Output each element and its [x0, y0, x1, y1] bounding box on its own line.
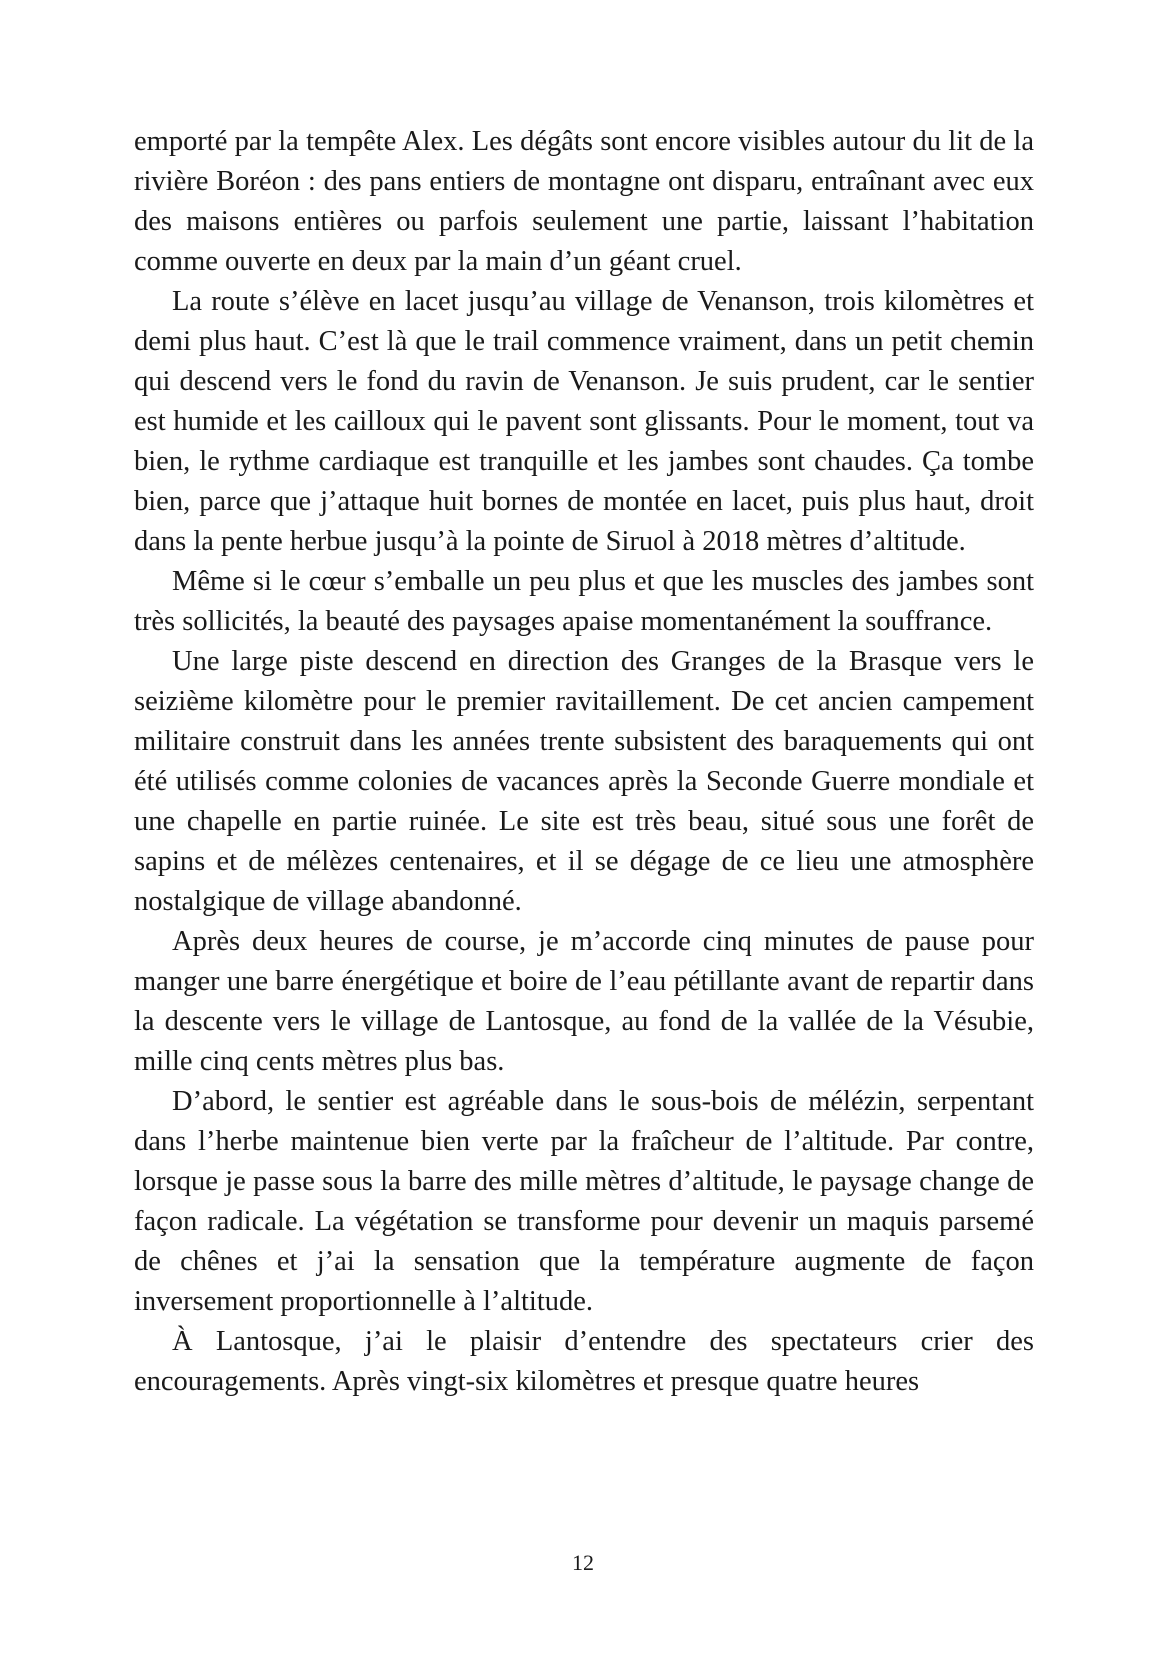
- paragraph: Une large piste descend en direction des Granges de la Brasque vers le seizième kilomètre pour le premier ravitaillement. De cet ancien campement militaire construit dans les années trente subsistent des baraquements qui ont été utilisés comme colonies de vacances après la Seconde Guerre mondiale et une chapelle en partie ruinée. Le site est très beau, situé sous une forêt de sapins et de mélèzes centenaires, et il se dégage de ce lieu une atmosphère nostalgique de village abandonné.: [134, 646, 1034, 917]
- page-number: 12: [572, 1550, 594, 1575]
- body-text: [134, 122, 1034, 1402]
- paragraph: À Lantosque, j’ai le plaisir d’entendre des spectateurs crier des encouragements. Après vingt-six kilomètres et presque quatre heures: [134, 1326, 1034, 1397]
- paragraph: D’abord, le sentier est agréable dans le sous-bois de mélézin, serpentant dans l’herbe maintenue bien verte par la fraîcheur de l’altitude. Par contre, lorsque je passe sous la barre des mille mètres d’altitude, le paysage change de façon radicale. La végétation se transforme pour devenir un maquis parsemé de chênes et j’ai la sensation que la température augmente de façon inversement proportionnelle à l’altitude.: [134, 1086, 1034, 1317]
- paragraph: La route s’élève en lacet jusqu’au village de Venanson, trois kilomètres et demi plus haut. C’est là que le trail commence vraiment, dans un petit chemin qui descend vers le fond du ravin de Venanson. Je suis prudent, car le sentier est humide et les cailloux qui le pavent sont glissants. Pour le moment, tout va bien, le rythme cardiaque est tranquille et les jambes sont chaudes. Ça tombe bien, parce que j’attaque huit bornes de montée en lacet, puis plus haut, droit dans la pente herbue jusqu’à la pointe de Siruol à 2018 mètres d’altitude.: [134, 286, 1034, 557]
- paragraph: Après deux heures de course, je m’accorde cinq minutes de pause pour manger une barre énergétique et boire de l’eau pétillante avant de repartir dans la descente vers le village de Lantosque, au fond de la vallée de la Vésubie, mille cinq cents mètres plus bas.: [134, 926, 1034, 1077]
- paragraph: Même si le cœur s’emballe un peu plus et que les muscles des jambes sont très sollicités, la beauté des paysages apaise momentanément la souffrance.: [134, 566, 1034, 637]
- paragraph: emporté par la tempête Alex. Les dégâts sont encore visibles autour du lit de la rivière Boréon : des pans entiers de montagne ont disparu, entraînant avec eux des maisons entières ou parfois seulement une partie, laissant l’habitation comme ouverte en deux par la main d’un géant cruel.: [134, 126, 1034, 277]
